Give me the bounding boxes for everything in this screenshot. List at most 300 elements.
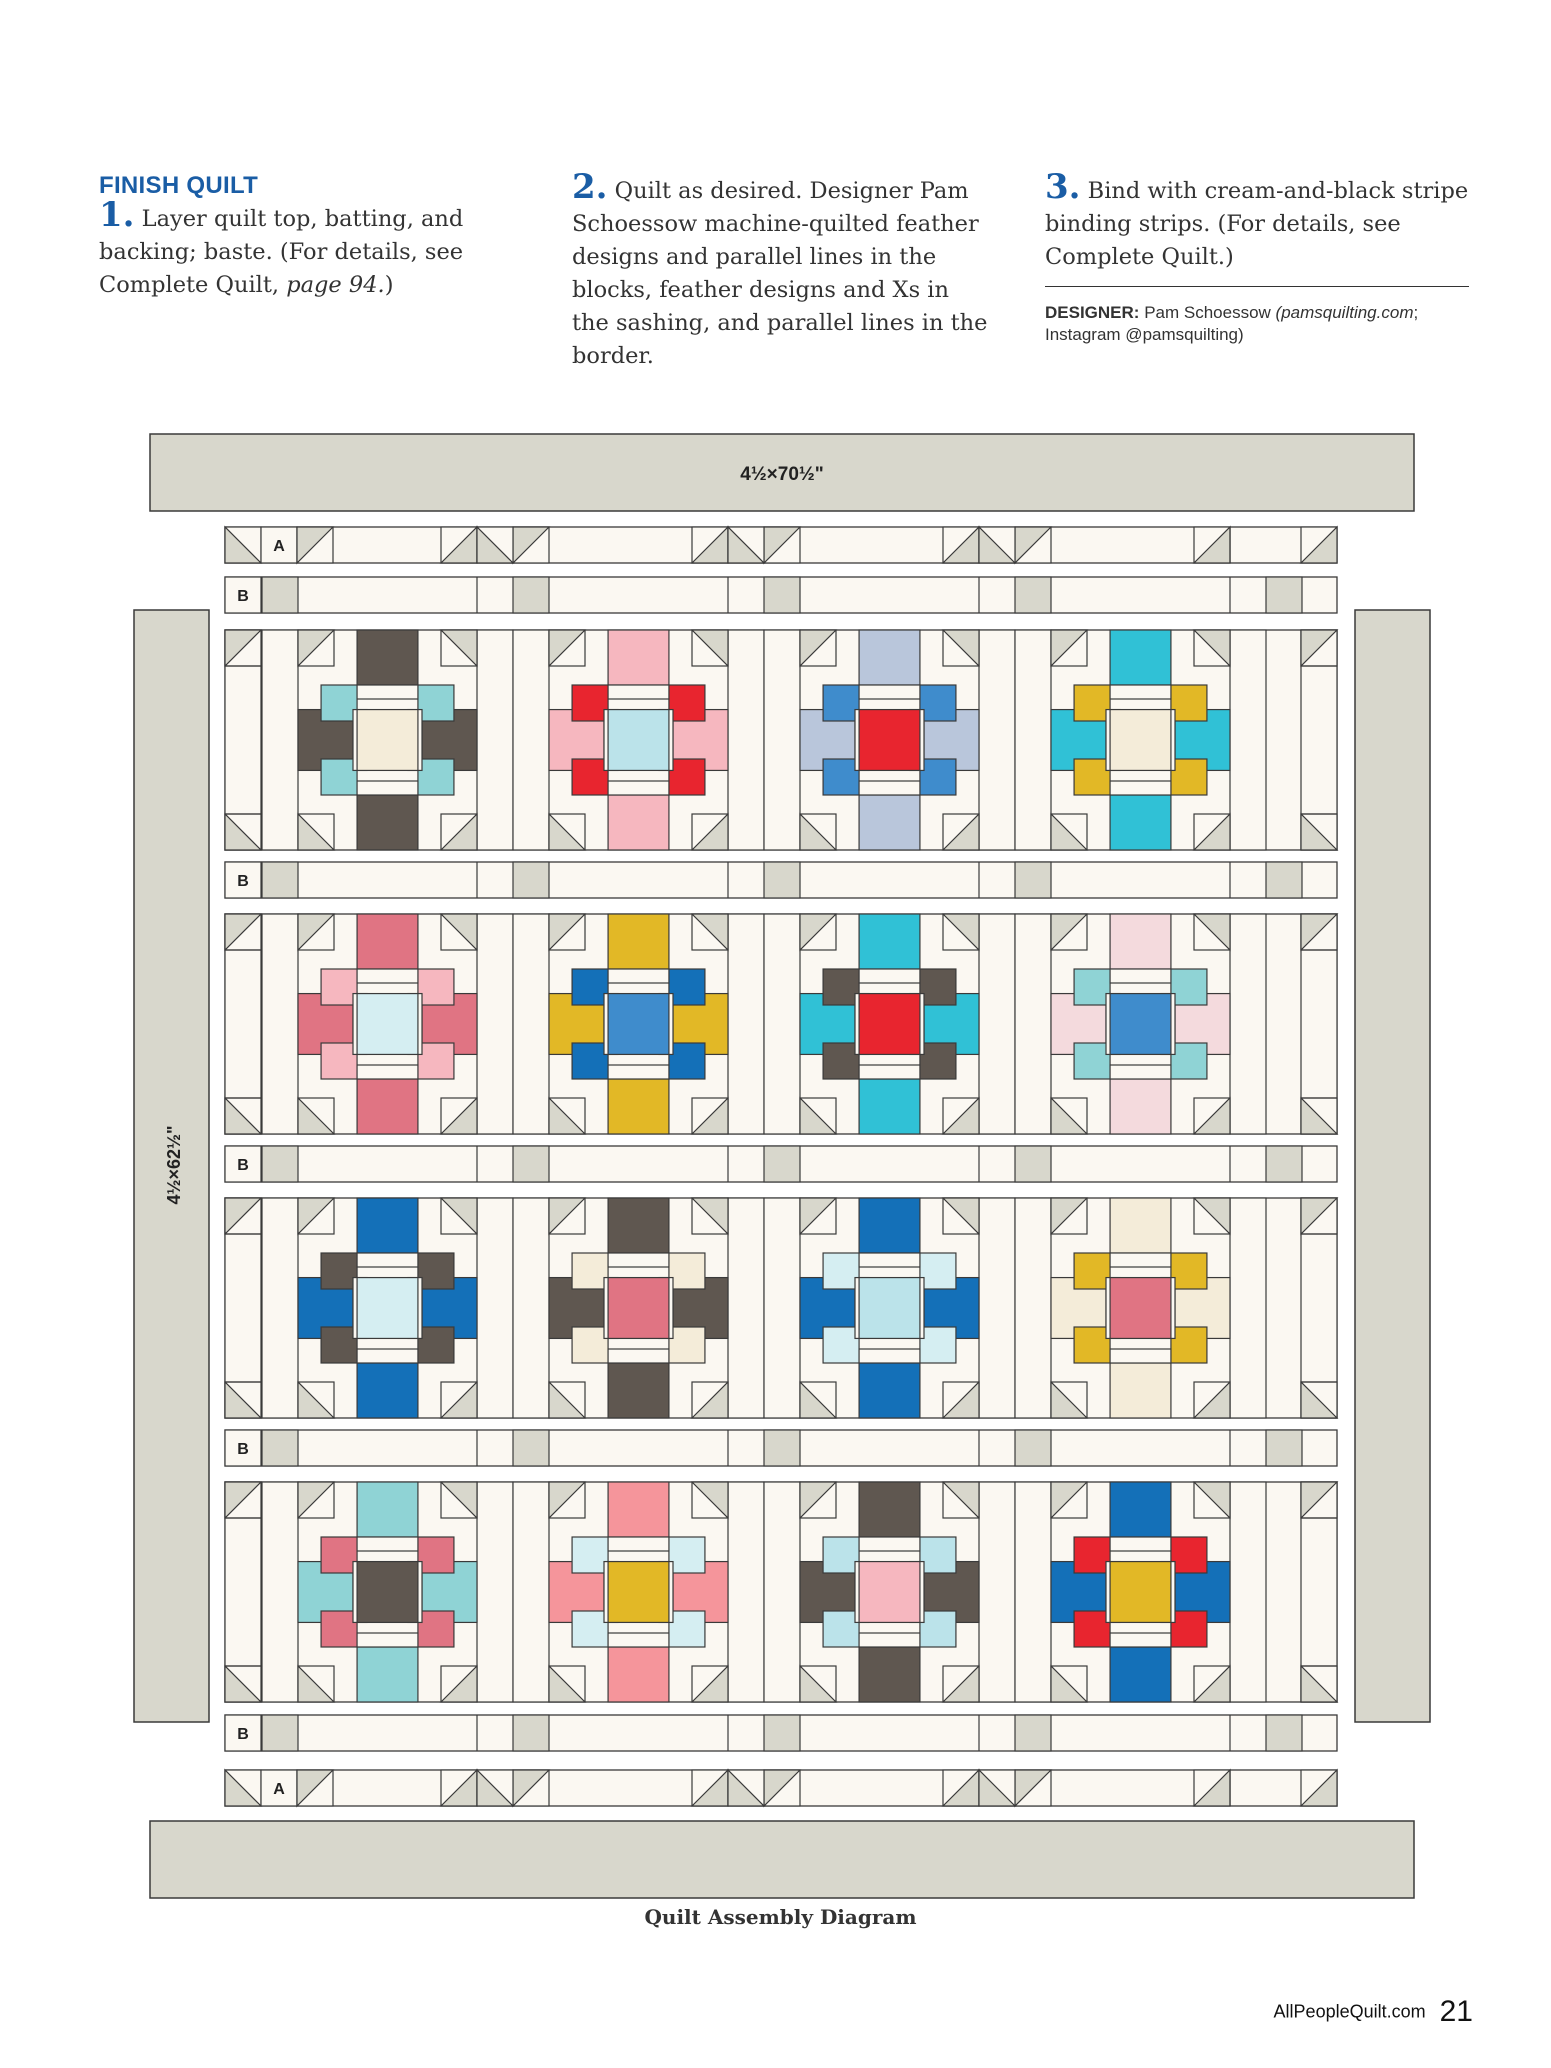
block-corner-tri: [441, 1198, 477, 1234]
block-corner-square: [823, 1253, 859, 1289]
block-corner-tri: [1051, 1666, 1087, 1702]
row-a-tri: [979, 527, 1015, 563]
block-center: [357, 1562, 418, 1623]
block-side-bottom: [357, 1079, 418, 1134]
block-corner-square: [321, 759, 357, 795]
sashing-post: [764, 1715, 800, 1751]
block-corner-tri: [692, 1098, 728, 1134]
sash-column: [262, 1482, 298, 1702]
row-a-label: A: [273, 1781, 285, 1798]
block-corner-square: [321, 685, 357, 721]
block-corner-square: [1171, 759, 1207, 795]
block-row: [225, 630, 1337, 850]
sash-col-inner: [477, 1482, 549, 1702]
block-corner-tri: [800, 914, 836, 950]
diagram-caption: Quilt Assembly Diagram: [644, 1905, 917, 1929]
row-a-end-left: [225, 527, 261, 563]
block-corner-tri: [549, 1198, 585, 1234]
sashing-post: [262, 862, 298, 898]
block-side-bottom: [608, 1647, 669, 1702]
sash-column: [1230, 914, 1266, 1134]
sash-column: [728, 630, 764, 850]
block-corner-tri: [692, 1382, 728, 1418]
block-corner-tri: [441, 1666, 477, 1702]
block-corner-square: [669, 1611, 705, 1647]
block-corner-tri: [943, 914, 979, 950]
sash-col-inner: [979, 914, 1051, 1134]
bottom-border: [150, 1821, 1414, 1898]
block-strip: [608, 1537, 669, 1551]
row-a-end-right: [1301, 1770, 1337, 1806]
block-strip: [608, 1065, 669, 1079]
block-strip: [859, 1065, 920, 1079]
row-a-tri: [979, 1770, 1015, 1806]
sash-column: [1015, 630, 1051, 850]
row-a-label: A: [273, 538, 285, 555]
block-side-bottom: [859, 1079, 920, 1134]
sash-column: [979, 914, 1015, 1134]
row-b: [225, 577, 1337, 613]
sash-column: [513, 1198, 549, 1418]
block-corner-tri: [549, 814, 585, 850]
sashing-post: [262, 1715, 298, 1751]
block-corner-tri: [800, 1098, 836, 1134]
block-corner-square: [823, 1327, 859, 1363]
block-strip: [608, 969, 669, 983]
side-border-label: 4½×62½": [164, 1125, 184, 1205]
block-corner-square: [920, 1537, 956, 1573]
block-corner-square: [1074, 759, 1110, 795]
left-border: [134, 610, 209, 1722]
sash-column: [764, 1198, 800, 1418]
block-side-bottom: [1110, 1647, 1171, 1702]
block-side-top: [357, 630, 418, 685]
row-a-tri: [764, 527, 800, 563]
sashing-post: [1266, 1430, 1302, 1466]
block-corner-square: [1171, 1327, 1207, 1363]
block-center: [1110, 1278, 1171, 1339]
row-a-top: [225, 527, 1337, 563]
sash-column: [764, 914, 800, 1134]
row-b: [225, 1146, 1337, 1182]
churn-dash-block: [549, 630, 728, 850]
block-center: [357, 994, 418, 1055]
sashing-post: [513, 1146, 549, 1182]
block-corner-square: [669, 969, 705, 1005]
sash-col-inner: [979, 1482, 1051, 1702]
row-a-tri: [477, 1770, 513, 1806]
row-b-label: B: [237, 588, 249, 605]
block-corner-square: [572, 1043, 608, 1079]
row-a-tri: [1194, 1770, 1230, 1806]
block-strip: [1110, 969, 1171, 983]
sashing-post: [1015, 862, 1051, 898]
row-b-label: B: [237, 1441, 249, 1458]
block-corner-tri: [943, 814, 979, 850]
block-corner-tri: [1194, 1198, 1230, 1234]
sashing-post: [1266, 1146, 1302, 1182]
sashing-post: [1015, 577, 1051, 613]
row-a-tri: [297, 1770, 333, 1806]
block-corner-square: [418, 759, 454, 795]
block-center: [859, 1278, 920, 1339]
block-center: [608, 1562, 669, 1623]
block-corner-tri: [298, 914, 334, 950]
block-corner-square: [1074, 1043, 1110, 1079]
churn-dash-block: [1051, 630, 1230, 850]
sashing-post: [764, 577, 800, 613]
block-corner-square: [920, 1611, 956, 1647]
row-a-tri: [1015, 527, 1051, 563]
block-strip: [357, 1633, 418, 1647]
sashing-post: [262, 1146, 298, 1182]
block-corner-square: [1074, 1327, 1110, 1363]
sash-column: [1230, 1482, 1266, 1702]
churn-dash-block: [298, 1482, 477, 1702]
row-a-tri: [943, 527, 979, 563]
sash-column: [728, 1198, 764, 1418]
block-corner-tri: [1194, 814, 1230, 850]
block-corner-tri: [441, 1098, 477, 1134]
block-corner-tri: [800, 1198, 836, 1234]
step-3-text: Bind with cream-and-black stripe binding strips. (For details, see Complete Quilt.): [1045, 178, 1469, 270]
designer-label: DESIGNER:: [1045, 303, 1140, 322]
block-corner-tri: [692, 1482, 728, 1518]
block-corner-square: [920, 969, 956, 1005]
block-side-bottom: [608, 1363, 669, 1418]
block-corner-square: [823, 1611, 859, 1647]
block-strip: [608, 685, 669, 699]
sashing-post: [1266, 862, 1302, 898]
block-strip: [608, 1633, 669, 1647]
block-strip: [357, 1349, 418, 1363]
sash-col-inner: [477, 914, 549, 1134]
sashing-post: [764, 1430, 800, 1466]
sash-column: [262, 914, 298, 1134]
right-border-strip: [1355, 610, 1430, 1722]
row-b: [225, 862, 1337, 898]
block-strip: [1110, 685, 1171, 699]
sash-column: [262, 1198, 298, 1418]
block-strip: [1110, 1065, 1171, 1079]
sash-tri: [225, 1666, 261, 1702]
block-corner-square: [1171, 1537, 1207, 1573]
block-corner-tri: [800, 1382, 836, 1418]
sashing-post: [262, 1430, 298, 1466]
block-side-bottom: [357, 1647, 418, 1702]
section-title: FINISH QUILT: [99, 172, 259, 199]
sash-column: [513, 914, 549, 1134]
row-b: [225, 1715, 1337, 1751]
sash-column: [764, 630, 800, 850]
block-corner-square: [669, 1537, 705, 1573]
block-center: [1110, 1562, 1171, 1623]
sashing-post: [262, 577, 298, 613]
block-side-top: [608, 1198, 669, 1253]
sash-column: [728, 914, 764, 1134]
block-corner-tri: [800, 630, 836, 666]
block-corner-square: [823, 1043, 859, 1079]
footer-site: AllPeopleQuilt.com: [1273, 2001, 1426, 2022]
block-corner-tri: [1194, 630, 1230, 666]
block-corner-tri: [298, 1382, 334, 1418]
churn-dash-block: [549, 1482, 728, 1702]
block-corner-tri: [298, 1098, 334, 1134]
block-corner-square: [1171, 969, 1207, 1005]
block-center: [1110, 710, 1171, 771]
block-corner-tri: [549, 1098, 585, 1134]
block-corner-tri: [549, 1482, 585, 1518]
block-corner-square: [669, 1043, 705, 1079]
sash-tri: [1301, 1382, 1337, 1418]
block-corner-square: [418, 1537, 454, 1573]
block-corner-tri: [441, 1482, 477, 1518]
churn-dash-block: [298, 1198, 477, 1418]
sash-col-right: [1301, 630, 1337, 850]
block-center: [608, 1278, 669, 1339]
block-corner-tri: [1051, 1482, 1087, 1518]
row-a-tri: [513, 1770, 549, 1806]
block-corner-square: [669, 685, 705, 721]
sash-col-inner: [728, 1198, 800, 1418]
step-2-text: Quilt as desired. Designer Pam Schoessow machine-quilted feather designs and parallel lines in the blocks, feather designs and Xs in the sashing, and parallel lines in the border.: [572, 178, 988, 369]
block-corner-tri: [441, 1382, 477, 1418]
block-corner-tri: [943, 1482, 979, 1518]
page-footer: [1274, 1995, 1473, 2029]
block-side-top: [859, 630, 920, 685]
sash-col-right: [1301, 1198, 1337, 1418]
block-corner-square: [823, 1537, 859, 1573]
block-corner-square: [920, 1043, 956, 1079]
top-border-label: 4½×70½": [740, 464, 824, 485]
block-strip: [1110, 1537, 1171, 1551]
block-corner-tri: [692, 814, 728, 850]
row-a-tri: [1015, 1770, 1051, 1806]
block-side-top: [1110, 1198, 1171, 1253]
block-corner-square: [572, 1537, 608, 1573]
sash-tri: [1301, 630, 1337, 666]
block-side-top: [1110, 630, 1171, 685]
block-corner-square: [669, 759, 705, 795]
block-corner-square: [920, 1327, 956, 1363]
sash-column: [1230, 630, 1266, 850]
block-corner-tri: [298, 814, 334, 850]
block-corner-tri: [298, 630, 334, 666]
sashing-post: [513, 1715, 549, 1751]
sash-tri: [1301, 1666, 1337, 1702]
churn-dash-block: [549, 914, 728, 1134]
step-1-text-end: ): [384, 272, 394, 298]
churn-dash-block: [298, 630, 477, 850]
sashing-post: [1015, 1430, 1051, 1466]
block-corner-square: [321, 1043, 357, 1079]
block-corner-tri: [1051, 814, 1087, 850]
row-a-tri: [692, 527, 728, 563]
block-strip: [357, 1253, 418, 1267]
block-strip: [608, 1253, 669, 1267]
sash-col-left: [225, 1198, 261, 1418]
block-corner-square: [418, 969, 454, 1005]
block-corner-square: [669, 1327, 705, 1363]
sash-column: [1015, 914, 1051, 1134]
block-side-bottom: [859, 1647, 920, 1702]
row-a-tri: [297, 527, 333, 563]
block-strip: [859, 969, 920, 983]
sash-col-inner: [477, 1198, 549, 1418]
block-corner-square: [321, 1327, 357, 1363]
row-a-end-right: [1301, 527, 1337, 563]
sashing-post: [513, 1430, 549, 1466]
block-corner-tri: [692, 914, 728, 950]
block-strip: [608, 1349, 669, 1363]
sash-tri: [1301, 1482, 1337, 1518]
top-border: [150, 434, 1414, 511]
sashing-post: [1266, 1715, 1302, 1751]
step-1-text: Layer quilt top, batting, and backing; baste. (For details, see Complete Quilt,: [99, 206, 464, 298]
block-corner-tri: [441, 630, 477, 666]
sash-column: [477, 1198, 513, 1418]
block-strip: [859, 1633, 920, 1647]
block-side-top: [608, 1482, 669, 1537]
block-corner-square: [418, 685, 454, 721]
block-corner-tri: [800, 1482, 836, 1518]
block-side-top: [608, 630, 669, 685]
sash-col-inner: [477, 630, 549, 850]
block-corner-square: [1074, 969, 1110, 1005]
sash-column: [979, 630, 1015, 850]
block-corner-square: [669, 1253, 705, 1289]
row-a-tri: [692, 1770, 728, 1806]
sash-tri: [225, 1482, 261, 1518]
row-a-tri: [728, 1770, 764, 1806]
row-a-tri: [513, 527, 549, 563]
block-side-bottom: [859, 1363, 920, 1418]
sash-tri: [1301, 914, 1337, 950]
block-corner-square: [1074, 685, 1110, 721]
churn-dash-block: [800, 1482, 979, 1702]
row-a-tri: [1194, 527, 1230, 563]
block-corner-square: [418, 1611, 454, 1647]
row-b: [225, 1430, 1337, 1466]
block-corner-tri: [943, 1198, 979, 1234]
block-corner-square: [572, 1253, 608, 1289]
sashing-post: [1266, 577, 1302, 613]
sash-col-left: [225, 1482, 261, 1702]
block-strip: [1110, 1253, 1171, 1267]
block-strip: [1110, 781, 1171, 795]
sashing-post: [513, 577, 549, 613]
churn-dash-block: [1051, 1482, 1230, 1702]
sash-col-inner: [979, 630, 1051, 850]
sash-col-right: [1301, 1482, 1337, 1702]
block-corner-tri: [298, 1666, 334, 1702]
sash-tri: [1301, 814, 1337, 850]
sash-column: [477, 630, 513, 850]
block-corner-tri: [1051, 630, 1087, 666]
block-row: [225, 1198, 1337, 1418]
block-corner-tri: [1194, 1098, 1230, 1134]
block-strip: [357, 685, 418, 699]
row-a-tri: [441, 527, 477, 563]
row-a-tri: [728, 527, 764, 563]
sash-tri: [225, 1198, 261, 1234]
step-2-number: 2.: [572, 167, 608, 207]
block-corner-square: [321, 969, 357, 1005]
page-number: 21: [1439, 1995, 1473, 2028]
block-corner-square: [1074, 1537, 1110, 1573]
block-corner-tri: [298, 1198, 334, 1234]
block-center: [608, 994, 669, 1055]
sash-tri: [1301, 1098, 1337, 1134]
block-corner-square: [572, 759, 608, 795]
block-side-top: [357, 1198, 418, 1253]
block-side-top: [608, 914, 669, 969]
block-side-top: [859, 1482, 920, 1537]
right-border: [1355, 610, 1430, 1722]
churn-dash-block: [1051, 1198, 1230, 1418]
churn-dash-block: [800, 914, 979, 1134]
churn-dash-block: [1051, 914, 1230, 1134]
block-corner-square: [823, 969, 859, 1005]
block-corner-tri: [1051, 1098, 1087, 1134]
block-strip: [859, 781, 920, 795]
block-side-top: [1110, 1482, 1171, 1537]
sashing-post: [513, 862, 549, 898]
sash-tri: [225, 1098, 261, 1134]
block-corner-tri: [441, 814, 477, 850]
row-b-label: B: [237, 1726, 249, 1743]
block-corner-tri: [943, 1382, 979, 1418]
row-a-bottom: [225, 1770, 1337, 1806]
block-corner-tri: [549, 914, 585, 950]
sash-column: [477, 1482, 513, 1702]
block-corner-tri: [1051, 1382, 1087, 1418]
sashing-post: [1015, 1715, 1051, 1751]
block-corner-tri: [298, 1482, 334, 1518]
block-side-bottom: [357, 1363, 418, 1418]
sash-col-inner: [728, 914, 800, 1134]
sash-col-left: [225, 630, 261, 850]
block-corner-square: [321, 1253, 357, 1289]
block-corner-square: [920, 685, 956, 721]
block-corner-tri: [800, 1666, 836, 1702]
block-row: [225, 914, 1337, 1134]
churn-dash-block: [549, 1198, 728, 1418]
block-strip: [859, 685, 920, 699]
block-corner-square: [1171, 685, 1207, 721]
block-center: [1110, 994, 1171, 1055]
block-corner-square: [418, 1253, 454, 1289]
row-a-tri: [943, 1770, 979, 1806]
sash-tri: [225, 1382, 261, 1418]
block-side-top: [357, 1482, 418, 1537]
row-a-tri: [477, 527, 513, 563]
sash-col-inner: [728, 630, 800, 850]
sashing-post: [1015, 1146, 1051, 1182]
sash-column: [764, 1482, 800, 1702]
sash-col-inner: [728, 1482, 800, 1702]
churn-dash-block: [800, 1198, 979, 1418]
block-center: [357, 1278, 418, 1339]
block-corner-square: [418, 1327, 454, 1363]
sashing-post: [764, 862, 800, 898]
block-corner-tri: [943, 1666, 979, 1702]
sashing-post: [764, 1146, 800, 1182]
block-corner-square: [418, 1043, 454, 1079]
block-side-bottom: [859, 795, 920, 850]
block-corner-tri: [692, 1666, 728, 1702]
block-side-bottom: [608, 1079, 669, 1134]
